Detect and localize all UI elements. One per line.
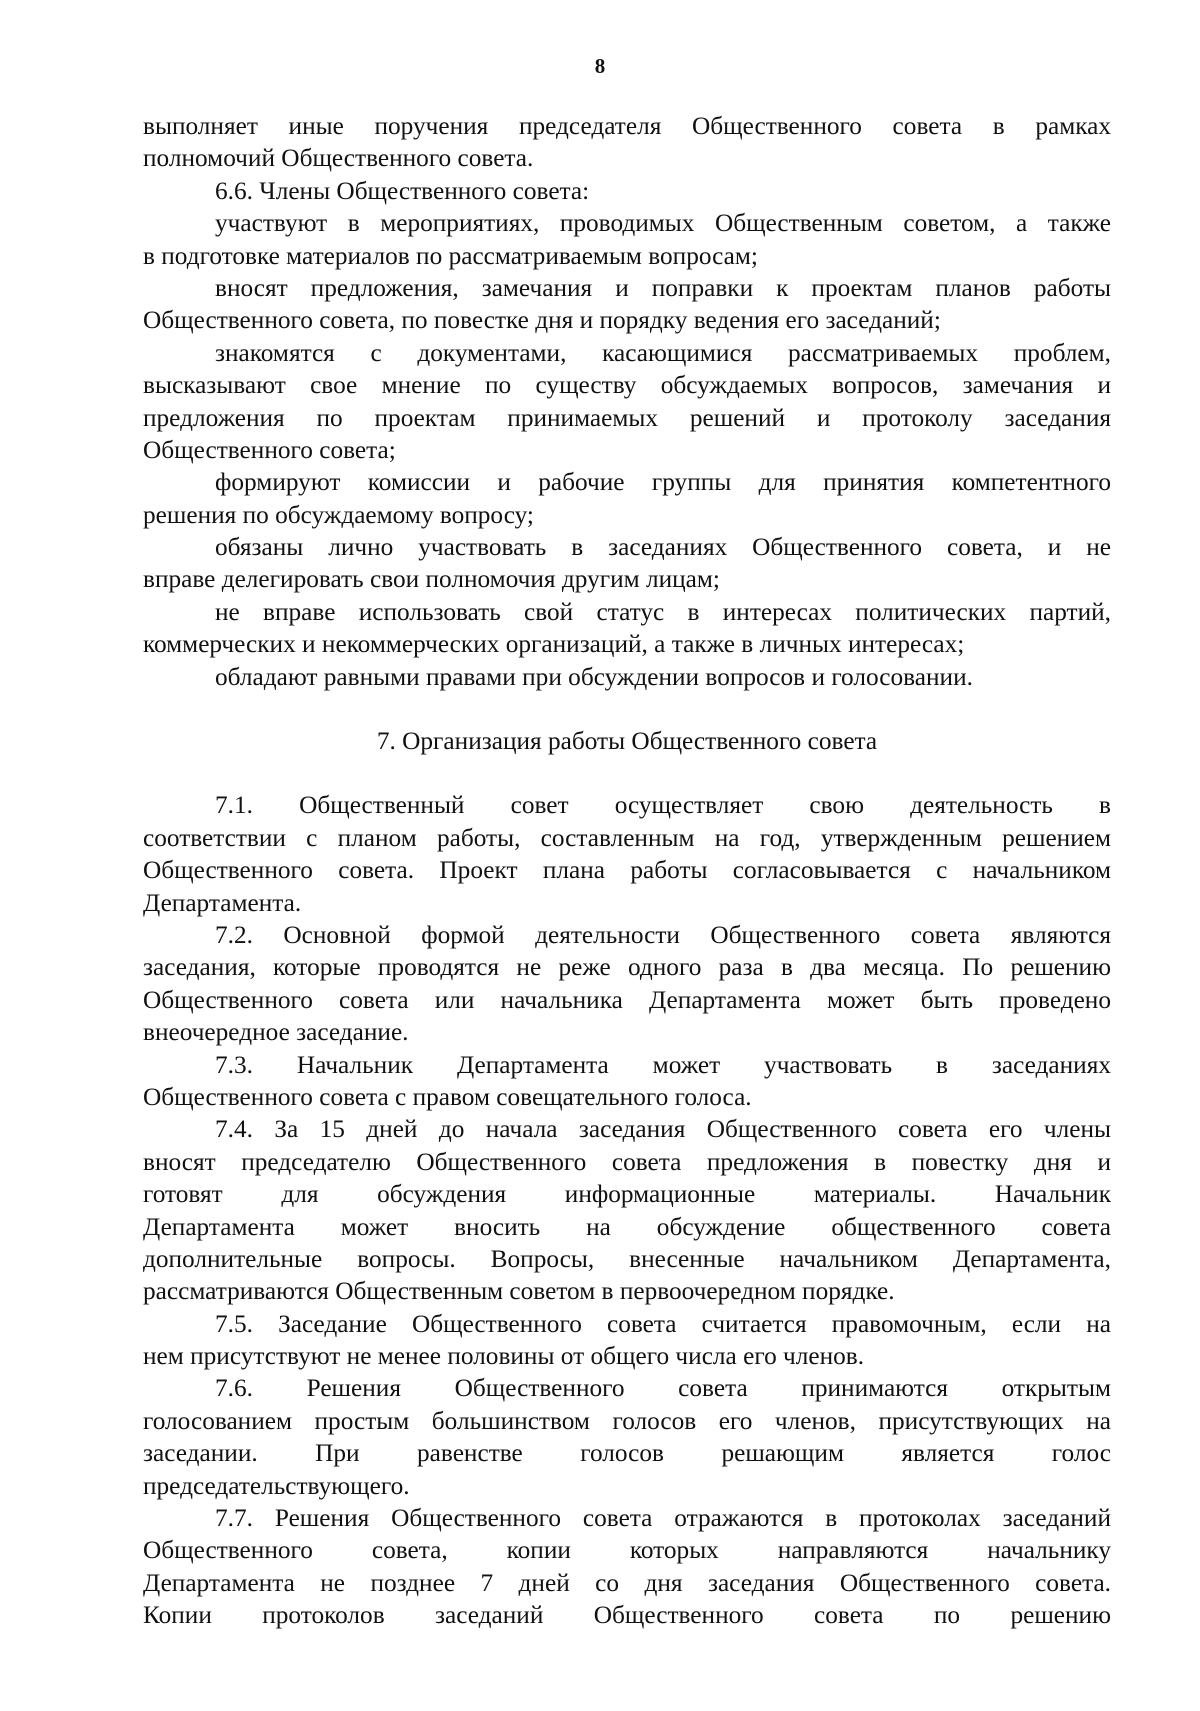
text-line: выполняет иные поручения председателя Общественного совета в рамках [143,112,1111,140]
section-heading: 7. Организация работы Общественного совета [376,727,878,756]
text-line: обладают равными правами при обсуждении вопросов и голосовании. [215,662,973,691]
text-line: 7.3. Начальник Департамента может участвовать в заседаниях [215,1050,1111,1079]
text-line: Общественного совета. Проект плана работы согласовывается с начальником [143,856,1111,885]
text-line: Общественного совета с правом совещательного голоса. [143,1082,752,1111]
text-line: 7.6. Решения Общественного совета принимаются открытым [215,1374,1111,1403]
text-line: рассматриваются Общественным советом в первоочередном порядке. [143,1277,895,1306]
clause-heading: 6.6. Члены Общественного совета: [215,176,590,205]
text-line: председательствующего. [143,1471,410,1500]
document-body [143,110,1111,1632]
text-line: решения по обсуждаемому вопросу; [143,500,534,529]
spacer [143,757,1111,789]
text-line: Департамента может вносить на обсуждение общественного совета [143,1212,1111,1241]
text-line: коммерческих и некоммерческих организаций, а также в личных интересах; [143,630,965,659]
text-line: вносят председателю Общественного совета предложения в повестку дня и [143,1147,1111,1176]
text-line: Копии протоколов заседаний Общественного совета по решению [143,1601,1111,1630]
text-line: Общественного совета, по повестке дня и порядку ведения его заседаний; [143,306,941,335]
page-number: 8 [594,54,606,78]
text-line: участвуют в мероприятиях, проводимых Общественным советом, а также [215,209,1111,238]
text-line: полномочий Общественного совета. [143,144,534,173]
text-line: 7.4. За 15 дней до начала заседания Общественного совета его члены [215,1115,1111,1144]
text-line: знакомятся с документами, касающимися рассматриваемых проблем, [215,338,1111,367]
text-line: обязаны лично участвовать в заседаниях Общественного совета, и не [215,533,1111,562]
text-line: нем присутствуют не менее половины от общего числа его членов. [143,1342,865,1371]
text-line: Общественного совета, копии которых направляются начальнику [143,1536,1111,1565]
text-line: Общественного совета; [143,435,396,464]
text-line: Департамента. [143,888,302,917]
text-line: формируют комиссии и рабочие группы для принятия компетентного [215,468,1111,497]
text-line: не вправе использовать свой статус в интересах политических партий, [215,597,1111,626]
text-line: Департамента не позднее 7 дней со дня заседания Общественного совета. [143,1568,1111,1597]
text-line: соответствии с планом работы, составленным на год, утвержденным решением [143,823,1111,852]
text-line: 7.1. Общественный совет осуществляет свою деятельность в [215,791,1111,820]
text-line: высказывают свое мнение по существу обсуждаемых вопросов, замечания и [143,371,1111,400]
text-line: заседания, которые проводятся не реже одного раза в два месяца. По решению [143,953,1111,982]
text-line: 7.7. Решения Общественного совета отражаются в протоколах заседаний [215,1504,1111,1533]
text-line: внеочередное заседание. [143,1018,409,1047]
text-line: голосованием простым большинством голосов его членов, присутствующих на [143,1406,1111,1435]
spacer [143,693,1111,725]
text-line: 7.2. Основной формой деятельности Общественного совета являются [215,920,1111,949]
text-line: предложения по проектам принимаемых решений и протоколу заседания [143,403,1111,432]
text-line: готовят для обсуждения информационные материалы. Начальник [143,1180,1111,1209]
text-line: вправе делегировать свои полномочия другим лицам; [143,565,720,594]
text-line: дополнительные вопросы. Вопросы, внесенные начальником Департамента, [143,1244,1111,1273]
text-line: 7.5. Заседание Общественного совета считается правомочным, если на [215,1309,1111,1338]
text-line: вносят предложения, замечания и поправки к проектам планов работы [215,273,1111,302]
text-line: заседании. При равенстве голосов решающим является голос [143,1439,1111,1468]
text-line: в подготовке материалов по рассматриваемым вопросам; [143,241,758,270]
text-line: Общественного совета или начальника Департамента может быть проведено [143,985,1111,1014]
